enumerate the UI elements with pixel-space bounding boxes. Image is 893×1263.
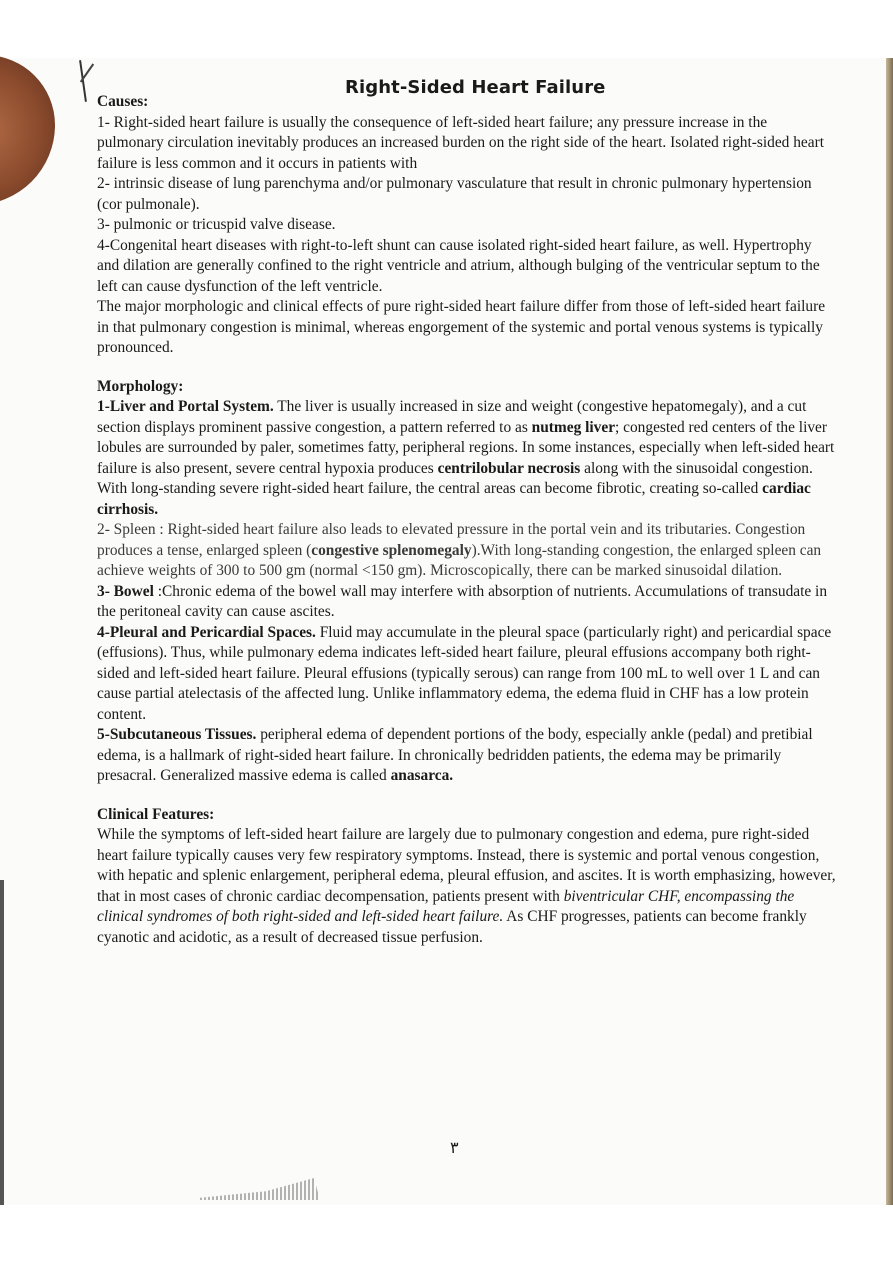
bowel-label: 3- Bowel (97, 582, 154, 600)
anasarca-term: anasarca. (390, 767, 454, 784)
causes-paragraph-5: The major morphologic and clinical effects of pure right-sided heart failure differ from those of left-sided heart failure in that pulmonary congestion is minimal, whereas engorgement of the systemic and portal venous systems is typically pronounced. (97, 298, 826, 356)
subcutaneous-label: 5-Subcutaneous Tissues. (97, 726, 257, 743)
centrilobular-necrosis-term: centrilobular necrosis (437, 459, 581, 477)
clinical-text-a: While the symptoms of left-sided heart failure are largely due to pulmonary congestion and edema, pure right-sided heart failure typically causes very few respiratory symptoms. Instead, there is systemic and portal venous congestion, with hepatic and splenic enlargement, peripheral edema, pleural effusion, and ascites. It is worth emphasizing, however, that in most cases of chronic cardiac decompensation, patients present with (97, 826, 836, 905)
page-edge (886, 58, 893, 1205)
bowel-paragraph (97, 582, 837, 623)
causes-paragraph-4: 4-Congenital heart diseases with right-to-left shunt can cause isolated right-sided heart failure, as well. Hypertrophy and dilation are generally confined to the right ventricle and atrium, although bulging of the ventricular septum to the left can cause dysfunction of the left ventricle. (97, 236, 820, 295)
subcutaneous-text: peripheral edema of dependent portions of the body, especially ankle (pedal) and pretibial edema, is a hallmark of right-sided heart failure. In chronically bedridden patients, the edema may be primarily presacral. Generalized massive edema is called (97, 726, 813, 784)
biventricular-chf-phrase: biventricular CHF, encompassing the clinical syndromes of both right-sided and left-sided heart failure. (97, 887, 795, 925)
clinical-heading: Clinical Features: (97, 805, 215, 823)
causes-paragraph-3: 3- pulmonic or tricuspid valve disease. (97, 216, 336, 233)
bowel-text: :Chronic edema of the bowel wall may interfere with absorption of nutrients. Accumulations of transudate in the peritoneal cavity can cause ascites. (97, 582, 828, 620)
morphology-heading: Morphology: (97, 377, 184, 395)
causes-paragraph-2: 2- intrinsic disease of lung parenchyma and/or pulmonary vasculature that result in chronic pulmonary hypertension (cor pulmonale). (97, 175, 812, 213)
page-number: ٣ (450, 1138, 459, 1157)
spleen-text-c: ).With long-standing congestion, the enlarged spleen can achieve weights of 300 to 500 gm (normal <150 gm). Microscopically, there can be marked sinusoidal dilation. (97, 541, 822, 579)
page-shadow (0, 880, 4, 1205)
pleural-label: 4-Pleural and Pericardial Spaces. (97, 623, 316, 641)
spleen-paragraph (97, 520, 837, 582)
section-gap (97, 359, 837, 377)
section-gap (97, 787, 837, 805)
document-body (97, 92, 837, 948)
liver-label: 1-Liver and Portal System. (97, 398, 274, 415)
liver-paragraph (97, 397, 837, 520)
page-title: Right-Sided Heart Failure (345, 77, 606, 98)
pleural-paragraph (97, 623, 837, 726)
liver-text-a: The liver is usually increased in size and weight (congestive hepatomegaly), and a cut section displays prominent passive congestion, a pattern referred to as (97, 398, 807, 436)
spleen-text-a: : Right-sided heart failure also leads to elevated pressure in the portal vein and its tributaries. Congestion produces a tense, enlarged spleen ( (97, 521, 806, 559)
cardiac-cirrhosis-term: cardiac cirrhosis. (97, 480, 811, 518)
liver-text-c: ; congested red centers of the liver lobules are surrounded by paler, sometimes fatty, peripheral regions. In some instances, especially when left-sided heart failure is also present, severe central hypoxia produces (97, 418, 835, 477)
nutmeg-liver-term: nutmeg liver (531, 418, 616, 436)
spleen-label: 2- Spleen (97, 521, 156, 538)
clinical-paragraph (97, 825, 837, 948)
liver-text-e: along with the sinusoidal congestion. With long-standing severe right-sided heart failure, the central areas can become fibrotic, creating so-called (97, 459, 813, 497)
pleural-text: Fluid may accumulate in the pleural space (particularly right) and pericardial space (effusions). Thus, while pulmonary edema indicates left-sided heart failure, pleural effusions accompany both right-sided and left-sided heart failure. Pleural effusions (typically serous) can range from 100 mL to well over 1 L and can cause partial atelectasis of the affected lung. Unlike inflammatory edema, the edema fluid in CHF has a low protein content. (97, 623, 832, 723)
causes-paragraph-1: 1- Right-sided heart failure is usually the consequence of left-sided heart failure; any pressure increase in the pulmonary circulation inevitably produces an increased burden on the right side of the heart. Isolated right-sided heart failure is less common and it occurs in patients with (97, 113, 824, 172)
causes-heading: Causes: (97, 93, 149, 110)
congestive-splenomegaly-term: congestive splenomegaly (311, 541, 472, 559)
clinical-text-c: As CHF progresses, patients can become frankly cyanotic and acidotic, as a result of decreased tissue perfusion. (97, 908, 807, 946)
subcutaneous-paragraph (97, 725, 837, 787)
